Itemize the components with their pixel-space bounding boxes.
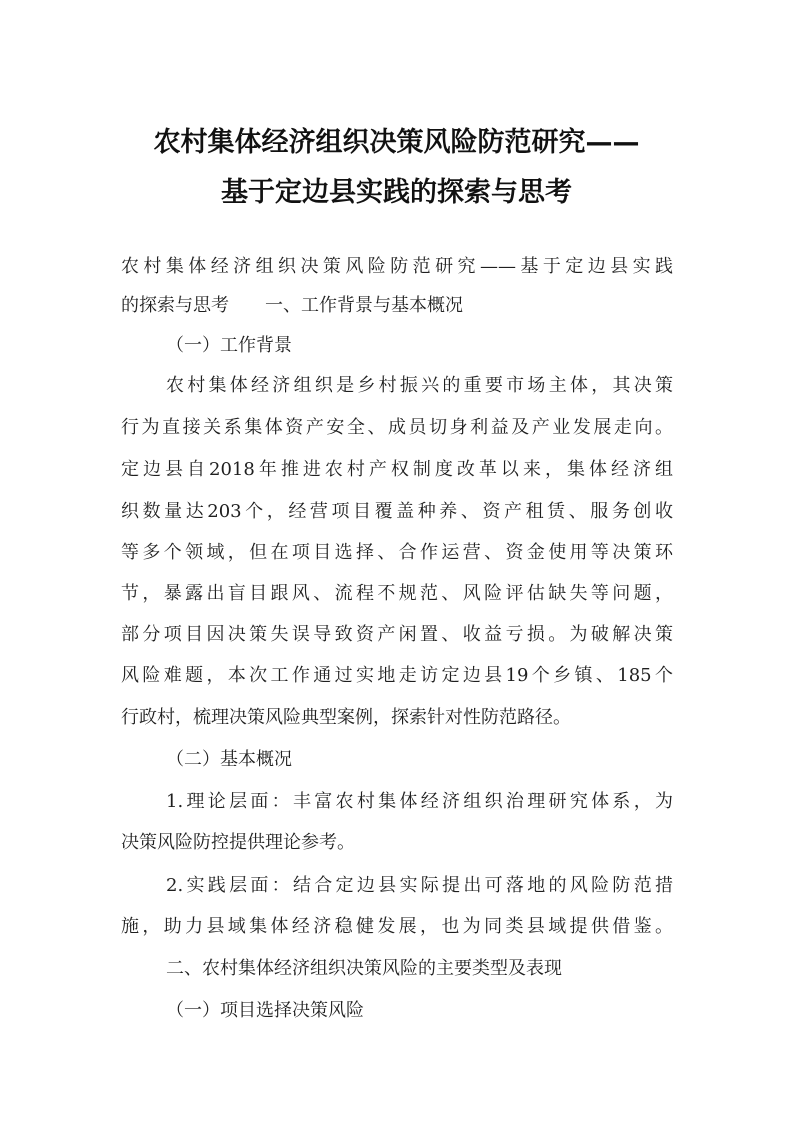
body-line: 织数量达203个，经营项目覆盖种养、资产租赁、服务创收	[121, 501, 673, 522]
body-line: 1.理论层面：丰富农村集体经济组织治理研究体系，为	[166, 791, 673, 812]
body-line: 农村集体经济组织是乡村振兴的重要市场主体，其决策	[166, 375, 673, 396]
body-line: 决策风险防控提供理论参考。	[121, 832, 355, 853]
body-line: 2.实践层面：结合定边县实际提出可落地的风险防范措	[166, 875, 673, 896]
section-heading: （一）项目选择决策风险	[166, 1000, 364, 1021]
body-line: 行为直接关系集体资产安全、成员切身利益及产业发展走向。	[121, 417, 673, 438]
body-line: 风险难题，本次工作通过实地走访定边县19个乡镇、185个	[121, 665, 673, 686]
body-line: 施，助力县域集体经济稳健发展，也为同类县域提供借鉴。	[121, 916, 673, 937]
body-line: 节，暴露出盲目跟风、流程不规范、风险评估缺失等问题，	[121, 583, 673, 604]
document-title-line-1: 农村集体经济组织决策风险防范研究——	[153, 127, 640, 158]
body-line: 的探索与思考 一、工作背景与基本概况	[121, 295, 463, 316]
section-heading: （一）工作背景	[166, 335, 292, 356]
section-heading: 二、农村集体经济组织决策风险的主要类型及表现	[166, 958, 562, 979]
body-line: 行政村，梳理决策风险典型案例，探索针对性防范路径。	[121, 707, 571, 728]
body-line: 定边县自2018年推进农村产权制度改革以来，集体经济组	[121, 459, 673, 480]
body-line: 等多个领域，但在项目选择、合作运营、资金使用等决策环	[121, 542, 673, 563]
document-title-line-2: 基于定边县实践的探索与思考	[221, 177, 572, 208]
body-line: 农村集体经济组织决策风险防范研究——基于定边县实践	[121, 256, 673, 277]
section-heading: （二）基本概况	[166, 749, 292, 770]
body-line: 部分项目因决策失误导致资产闲置、收益亏损。为破解决策	[121, 624, 673, 645]
